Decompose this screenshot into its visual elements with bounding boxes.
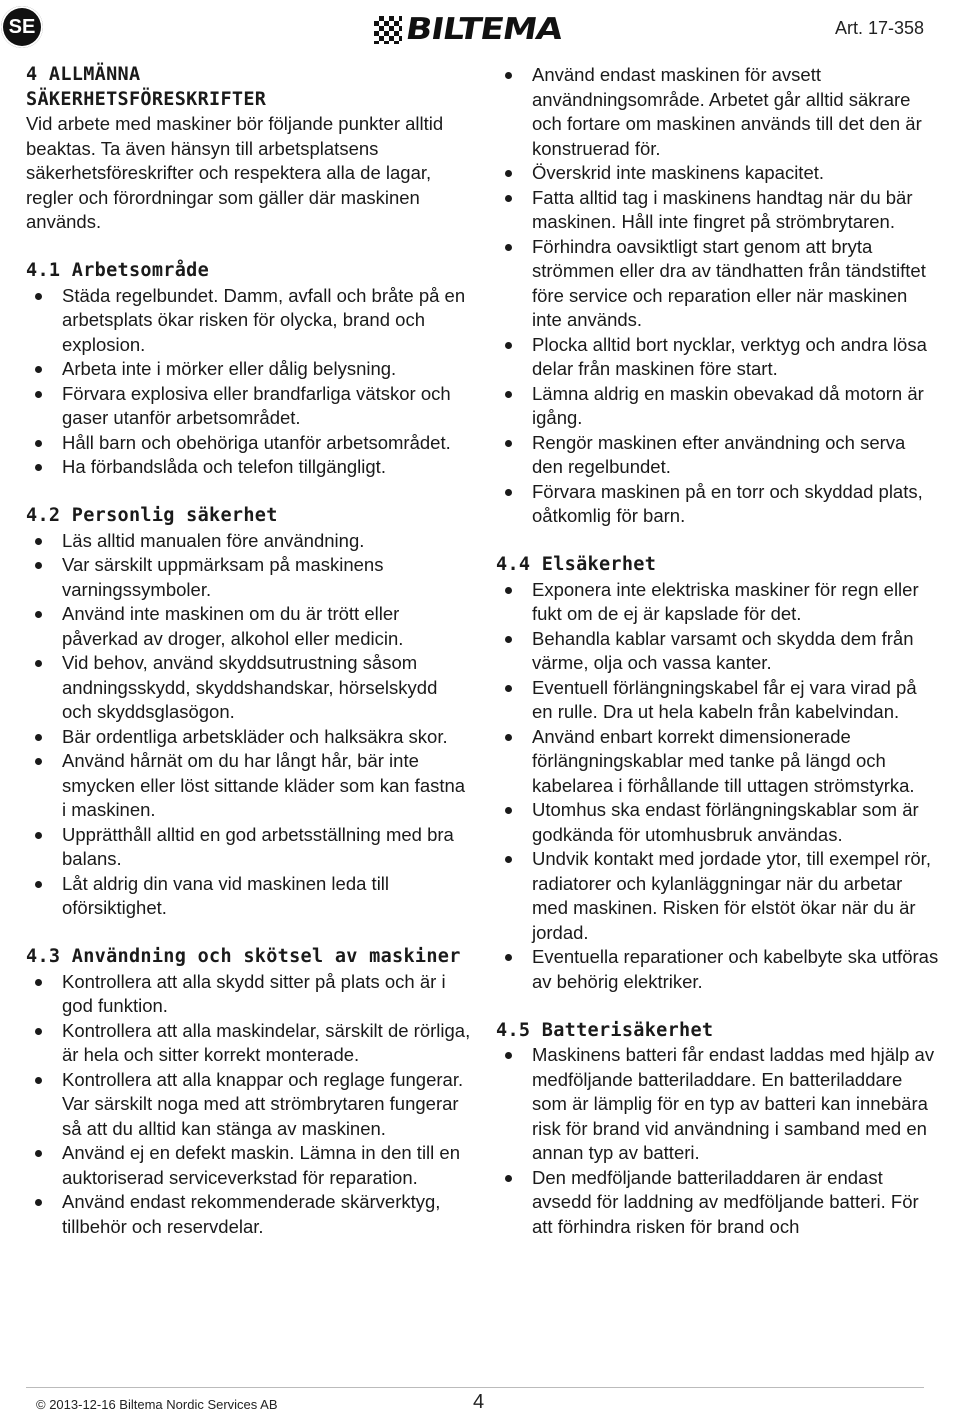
section-4-heading-line1: 4 ALLMÄNNA — [26, 64, 141, 85]
list-item: Exponera inte elektriska maskiner för regn eller fukt om de ej är kapslade för det. — [496, 578, 941, 627]
section-4-3-list-continued — [496, 63, 941, 529]
list-item: Förvara maskinen på en torr och skyddad plats, oåtkomlig för barn. — [496, 480, 941, 529]
list-item: Använd endast rekommenderade skärverktyg, tillbehör och reservdelar. — [26, 1190, 471, 1239]
right-column — [496, 63, 941, 1239]
list-item: Maskinens batteri får endast laddas med hjälp av medföljande batteriladdare. En batteriladdare som är lämplig för en typ av batteri kan innebära risk för brand vid användning i samband med en annan typ av batteri. — [496, 1043, 941, 1166]
footer-divider — [26, 1387, 924, 1388]
list-item: Den medföljande batteriladdaren är endast avsedd för laddning av medföljande batteri. För att förhindra risken för brand och — [496, 1166, 941, 1240]
list-item: Eventuell förlängningskabel får ej vara virad på en rulle. Dra ut hela kabeln från kabelvindan. — [496, 676, 941, 725]
list-item: Utomhus ska endast förlängningskablar som är godkända för utomhusbruk användas. — [496, 798, 941, 847]
list-item: Förvara explosiva eller brandfarliga vätskor och gaser utanför arbetsområdet. — [26, 382, 471, 431]
section-4-1-heading: 4.1 Arbetsområde — [26, 260, 210, 281]
page-header — [0, 0, 960, 58]
list-item: Arbeta inte i mörker eller dålig belysning. — [26, 357, 471, 382]
section-4-3-heading: 4.3 Användning och skötsel av maskiner — [26, 946, 461, 967]
list-item: Bär ordentliga arbetskläder och halksäkra skor. — [26, 725, 471, 750]
section-4-2-list — [26, 529, 471, 921]
list-item: Kontrollera att alla knappar och reglage fungerar. Var särskilt noga med att strömbrytaren fungerar så att du alltid kan stänga av maskinen. — [26, 1068, 471, 1142]
list-item: Använd inte maskinen om du är trött eller påverkad av droger, alkohol eller medicin. — [26, 602, 471, 651]
copyright-text: © 2013-12-16 Biltema Nordic Services AB — [36, 1397, 278, 1412]
list-item: Håll barn och obehöriga utanför arbetsområdet. — [26, 431, 471, 456]
list-item: Använd enbart korrekt dimensionerade förlängningskablar med tanke på längd och kabelarea i förhållande till uttagen strömstyrka. — [496, 725, 941, 799]
section-4-2-heading: 4.2 Personlig säkerhet — [26, 505, 278, 526]
list-item: Använd endast maskinen för avsett användningsområde. Arbetet går alltid säkrare och fortare om maskinen används till det den är konstruerad för. — [496, 63, 941, 161]
list-item: Lämna aldrig en maskin obevakad då motorn är igång. — [496, 382, 941, 431]
list-item: Låt aldrig din vana vid maskinen leda till oförsiktighet. — [26, 872, 471, 921]
section-4-4-heading: 4.4 Elsäkerhet — [496, 554, 657, 575]
section-4-5-list — [496, 1043, 941, 1239]
page-number: 4 — [473, 1391, 485, 1413]
section-4-heading-line2: SÄKERHETSFÖRESKRIFTER — [26, 88, 267, 110]
section-4-4-list — [496, 578, 941, 995]
section-4-3-list — [26, 970, 471, 1240]
list-item: Plocka alltid bort nycklar, verktyg och andra lösa delar från maskinen före start. — [496, 333, 941, 382]
language-badge: SE — [1, 6, 43, 48]
checkered-flag-icon — [374, 16, 402, 44]
list-item: Ha förbandslåda och telefon tillgängligt. — [26, 455, 471, 480]
list-item: Förhindra oavsiktligt start genom att bryta strömmen eller dra av tändhatten från tändstiftet före service och reparation eller när maskinen inte används. — [496, 235, 941, 333]
list-item: Fatta alltid tag i maskinens handtag när du bär maskinen. Håll inte fingret på strömbrytaren. — [496, 186, 941, 235]
left-column — [26, 63, 471, 1239]
list-item: Rengör maskinen efter användning och serva den regelbundet. — [496, 431, 941, 480]
list-item: Kontrollera att alla maskindelar, särskilt de rörliga, är hela och sitter korrekt monterade. — [26, 1019, 471, 1068]
list-item: Läs alltid manualen före användning. — [26, 529, 471, 554]
list-item: Var särskilt uppmärksam på maskinens varningssymboler. — [26, 553, 471, 602]
logo-text: BILTEMA — [403, 12, 565, 47]
list-item: Använd hårnät om du har långt hår, bär inte smycken eller löst sittande kläder som kan fastna i maskinen. — [26, 749, 471, 823]
section-4-intro: Vid arbete med maskiner bör följande punkter alltid beaktas. Ta även hänsyn till arbetsplatsens säkerhetsföreskrifter och respektera alla de lagar, regler och förordningar som gäller där maskinen används. — [26, 113, 444, 232]
list-item: Upprätthåll alltid en god arbetsställning med bra balans. — [26, 823, 471, 872]
section-4-5-heading: 4.5 Batterisäkerhet — [496, 1019, 714, 1041]
list-item: Överskrid inte maskinens kapacitet. — [496, 161, 941, 186]
list-item: Vid behov, använd skyddsutrustning såsom andningsskydd, skyddshandskar, hörselskydd och skyddsglasögon. — [26, 651, 471, 725]
list-item: Behandla kablar varsamt och skydda dem från värme, olja och vassa kanter. — [496, 627, 941, 676]
list-item: Undvik kontakt med jordade ytor, till exempel rör, radiatorer och kylanläggningar när du arbetar med maskinen. Risken för elstöt ökar när du är jordad. — [496, 847, 941, 945]
section-4-1-list — [26, 284, 471, 480]
list-item: Eventuella reparationer och kabelbyte ska utföras av behörig elektriker. — [496, 945, 941, 994]
list-item: Använd ej en defekt maskin. Lämna in den till en auktoriserad serviceverkstad för reparation. — [26, 1141, 471, 1190]
list-item: Kontrollera att alla skydd sitter på plats och är i god funktion. — [26, 970, 471, 1019]
page-footer — [0, 1385, 960, 1414]
article-number: Art. 17-358 — [834, 18, 924, 38]
list-item: Städa regelbundet. Damm, avfall och bråte på en arbetsplats ökar risken för olycka, brand och explosion. — [26, 284, 471, 358]
biltema-logo — [374, 12, 565, 47]
